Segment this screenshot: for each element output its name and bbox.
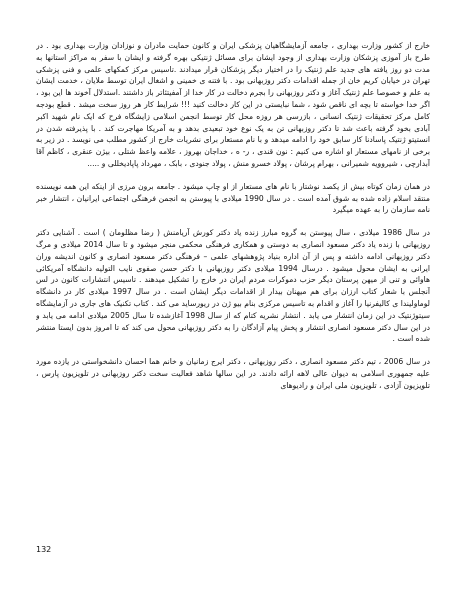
paragraph-3: در سال 1986 میلادی ، سال پیوستن به گروه مبارز زنده یاد دکتر کورش آریامنش ( رضا مظلومان ) است . آشنایی دکتر روزبهانی با زنده یاد دکتر مسعود انصاری به دوستی و همکاری فرهنگی محکمی منجر میشود و تا سال 2014 میلادی و مرگ دکتر روزبهانی ادامه داشته و پس از آن اداره بنیاد پژوهشهای علمی – فرهنگی دکتر مسعود انصاری و کانون اندیشه وران ایرانی به ایشان محول میشود . درسال 1994 میلادی دکتر روزبهانی با دکتر حسن صفوی نایب التولیه دانشگاه آمریکائی هاوائی و تنی از میهن پرستان دیگر حزب دموکرات مردم ایران در خارج را تشکیل میدهند . تاسیس انتشارات کانون در لس آنجلس با شعار کتاب ارزان برای هم میهنان بیدار از اقدامات دیگر ایشان است . در سال 1997 میلادی کار در دانشگاه لوماولیندا ی کالیفرنیا را آغاز و اقدام به تاسیس مرکزی بنام بیو ژن در ریورساید می کند . کتاب تکنیک های جاری در آزمایشگاه سیتوژنتیک در این زمان انتشار می یابد . انتشار نشریه کتام که از سال 1998 آغازشده تا سال 2005 میلادی ادامه می یابد و در این سال دکتر مسعود انصاری انتشار و پخش پیام آزادگان را به دکتر روزبهانی محول می کند که تا امروز بدون ایستا منتشر شده است . [36,228,430,344]
paragraph-1: خارج از کشور وزارت بهداری ، جامعه آزمایشگاهیان پزشکی ایران و کانون حمایت مادران و نوزادان وزارت بهداری بود . در طرح باز آموزی پزشکان وزارت بهداری از وجود ایشان برای مسائل ژنتیکی بهره گرفته و ایشان با سفر به مراکز استانها به مدت دو روز یافته های جدید علم ژنتیک را در اختیار دیگر پزشکان قرار میدادند .تاسیس مرکز کمکهای علمی و فنی پزشکی تهران در خیابان کریم خان از جمله اقدامات دکتر روزبهانی بود . با فتنه ی خمینی و اشغال ایران توسط ملایان ، خدمت ایشان به علم و خصوصا علم ژنتیک آغاز و دکتر روزبهانی را بجرم دخالت در کار خدا از آمفیتئاتر باز داشتند .استدلال آخوند ها این بود ، اگر خدا خواسته تا بچه ای ناقص شود ، شما نبایستی در این کار دخالت کنید !!! شرایط کار هر روز سخت میشد . قطع بودجه کامل مرکز تحقیقات ژنتیک انسانی ، بازرسی هر روزه محل کار توسط انجمن اسلامی زایشگاه فرح که ایک نام شهید اکبر آبادی بخود گرفته باعث شد تا دکتر روزبهانی تن به یک نوع خود تبعیدی بدهد و به آمریکا مهاجرت کند . با پذیرفته شدن در انستیتو ژنتیک پاسادنا کار سابق خود را ادامه میدهد و با نام مستعار برای نشریات خارج از کشور مطلب می نویسد . در زیر به برخی از نامهای مستعار او اشاره می کنیم : نون قندی ، ر- ه ، خداجان بهروز ، علامه واعظ شتلی ، بیژن عنقری ، کاظم آقا آبدارچی ، شیروویه شمیرانی ، بهرام پرشان ، پولاد خسرو منش ، پولاد جنودی ، بابک ، مهرداد پاپادیخللی و ..... [36,41,430,168]
paragraph-2: در همان زمان کوتاه بیش از یکصد نوشتار با نام های مستعار از او چاپ میشود . جامعه برون مرزی از اینکه این همه نویسنده منتقد اسلام زاده شده به شوق آمده است . در سال 1990 میلادی با پیوستن به انجمن فرهنگی اجتماعی ایرانیان ، انتشار خبر نامه سازمان را به عهده میگیرد [36,181,430,215]
document-page [36,40,430,560]
page-number: 132 [36,545,52,554]
paragraph-4: در سال 2006 ، تیم دکتر مسعود انصاری ، دکتر روزبهانی ، دکتر ایرج زمانیان و خانم هما احسان دانشخواستی در یازده مورد علیه جمهوری اسلامی به دیوان عالی لاهه ارائه دادند. در این سالها شاهد فعالیت سخت دکتر روزبهانی در تلویزیون پارس ، تلویزیون آزادی ، تلویزیون ملی ایران و رادیوهای [36,357,430,390]
